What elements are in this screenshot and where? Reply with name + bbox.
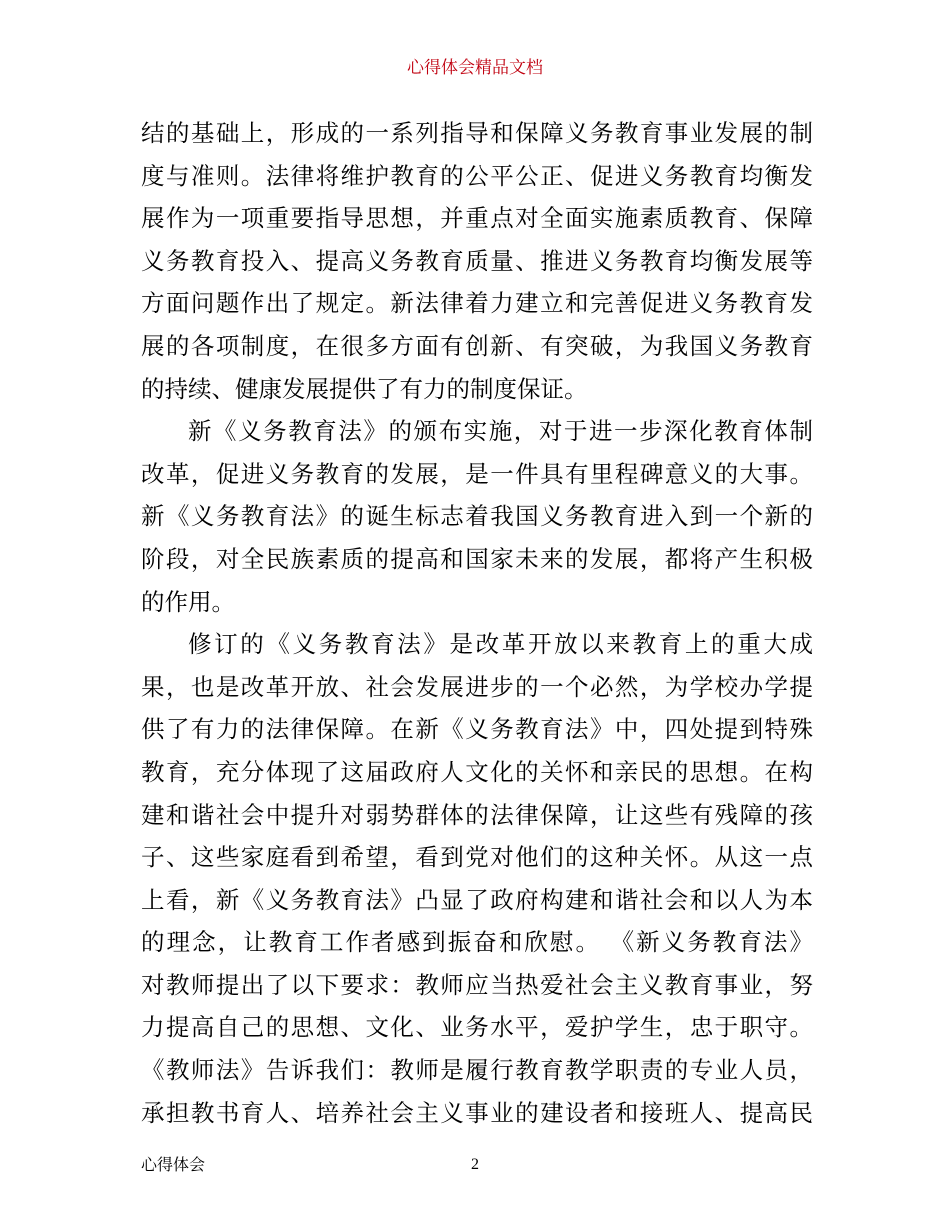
- text-line-indented: 新《义务教育法》的颁布实施，对于进一步深化教育体制: [188, 417, 813, 446]
- text-line: 新《义务教育法》的诞生标志着我国义务教育进入到一个新的: [141, 502, 813, 531]
- page-header-title: 心得体会精品文档: [407, 58, 543, 78]
- text-line: 建和谐社会中提升对弱势群体的法律保障，让这些有残障的孩: [141, 800, 813, 829]
- text-line: 上看，新《义务教育法》凸显了政府构建和谐社会和以人为本: [141, 885, 813, 914]
- text-line: 承担教书育人、培养社会主义事业的建设者和接班人、提高民: [141, 1098, 813, 1127]
- text-line-indented: 修订的《义务教育法》是改革开放以来教育上的重大成: [188, 630, 813, 659]
- text-line: 力提高自己的思想、文化、业务水平，爱护学生，忠于职守。: [141, 1013, 813, 1042]
- text-line: 度与准则。法律将维护教育的公平公正、促进义务教育均衡发: [141, 161, 813, 190]
- text-line: 《教师法》告诉我们：教师是履行教育教学职责的专业人员，: [141, 1056, 813, 1085]
- text-line: 教育，充分体现了这届政府人文化的关怀和亲民的思想。在构: [141, 757, 813, 786]
- text-line: 对教师提出了以下要求：教师应当热爱社会主义教育事业，努: [141, 970, 813, 999]
- text-line: 改革，促进义务教育的发展，是一件具有里程碑意义的大事。: [141, 459, 813, 488]
- text-line: 阶段，对全民族素质的提高和国家未来的发展，都将产生积极: [141, 544, 813, 573]
- text-line: 义务教育投入、提高义务教育质量、推进义务教育均衡发展等: [141, 246, 813, 275]
- text-line: 的理念，让教育工作者感到振奋和欣慰。 《新义务教育法》: [141, 928, 813, 957]
- text-line: 展作为一项重要指导思想，并重点对全面实施素质教育、保障: [141, 204, 813, 233]
- text-line: 的作用。: [141, 587, 235, 616]
- text-line: 结的基础上，形成的一系列指导和保障义务教育事业发展的制: [141, 119, 813, 147]
- text-line: 供了有力的法律保障。在新《义务教育法》中，四处提到特殊: [141, 715, 813, 744]
- text-line: 的持续、健康发展提供了有力的制度保证。: [141, 374, 588, 403]
- text-line: 方面问题作出了规定。新法律着力建立和完善促进义务教育发: [141, 289, 813, 318]
- text-line: 果，也是改革开放、社会发展进步的一个必然，为学校办学提: [141, 672, 813, 701]
- page-number: 2: [471, 1156, 479, 1173]
- document-body: [141, 112, 813, 1134]
- text-line: 展的各项制度，在很多方面有创新、有突破，为我国义务教育: [141, 331, 813, 360]
- text-line: 子、这些家庭看到希望，看到党对他们的这种关怀。从这一点: [141, 843, 813, 872]
- footer-label: 心得体会: [141, 1155, 206, 1174]
